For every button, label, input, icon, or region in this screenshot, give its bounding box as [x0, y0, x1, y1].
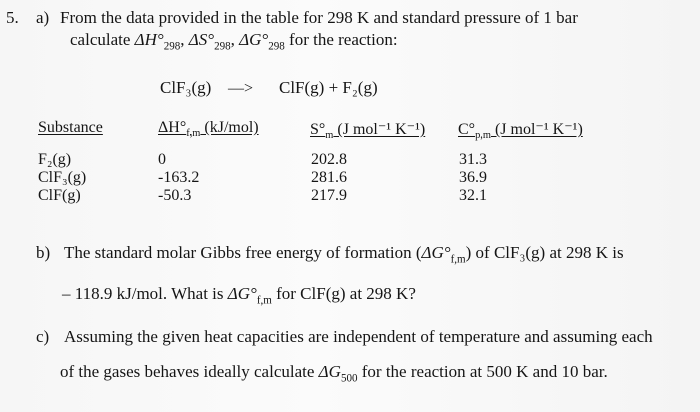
ds298-sub: 298 — [214, 40, 231, 53]
dh-cell: 0 — [158, 151, 166, 168]
header-cp-main: C° — [458, 121, 476, 138]
header-cp — [458, 119, 583, 141]
column-dh — [158, 151, 199, 205]
header-dh-sub: f,m — [186, 128, 201, 140]
dg-formation-symbol-2: ΔG° — [227, 284, 257, 303]
part-b-line2-post: for ClF(g) at 298 K? — [276, 284, 416, 303]
header-cp-unit: (J mol⁻¹ K⁻¹) — [490, 121, 583, 138]
header-dh-main: ΔH° — [158, 119, 187, 136]
dg500-sub: 500 — [340, 372, 358, 385]
part-a-label: a) — [36, 8, 50, 27]
header-s-unit: (J mol⁻¹ K⁻¹) — [333, 121, 426, 138]
column-substance — [38, 151, 86, 205]
part-b-line2 — [62, 284, 416, 306]
header-dh-unit: (kJ/mol) — [200, 119, 259, 136]
dg-formation-sub-2: f,m — [256, 294, 272, 307]
reaction-arrow: —> — [228, 80, 254, 97]
s-cell: 281.6 — [311, 169, 347, 186]
reaction-left: ClF₃(g) — [160, 78, 212, 97]
substance-cell: ClF₃(g) — [38, 169, 87, 186]
dg298-symbol: ΔG° — [239, 30, 269, 49]
part-a-line2: calculate $\Delta H^\circ_{298}$, $\Delta S^\circ_{298}$, $\Delta G^\circ_{298}$ for the reaction: — [70, 30, 398, 53]
part-a-line2-post: for the reaction: — [289, 30, 398, 49]
column-s — [311, 151, 347, 205]
dg298-sub: 298 — [268, 40, 285, 53]
header-s — [310, 119, 425, 141]
substance-cell: F₂(g) — [38, 151, 72, 168]
dg-formation-symbol: ΔG° — [421, 243, 451, 262]
dh-cell: -50.3 — [158, 187, 192, 204]
part-b-label: b) — [36, 243, 51, 262]
s-cell: 217.9 — [311, 187, 347, 204]
header-substance: Substance — [38, 119, 103, 136]
part-c-line1: Assuming the given heat capacities are independent of temperature and assuming each — [64, 327, 653, 346]
part-a-line1: From the data provided in the table for 298 K and standard pressure of 1 bar — [60, 8, 578, 27]
part-b-line1-pre: The standard molar Gibbs free energy of formation ( — [64, 243, 422, 262]
part-a-line2-pre: calculate — [70, 30, 131, 49]
cp-cell: 31.3 — [459, 151, 487, 168]
dg-formation-sub: f,m — [450, 253, 466, 266]
header-s-sub: m — [325, 130, 334, 142]
cp-cell: 36.9 — [459, 169, 487, 186]
part-b-line1 — [64, 243, 624, 265]
header-dh — [158, 119, 259, 139]
part-c-line2 — [60, 362, 608, 384]
header-s-main: S° — [310, 121, 326, 138]
dh298-symbol: ΔH° — [134, 30, 164, 49]
part-b-line1-post: ) of ClF₃(g) at 298 K is — [465, 243, 624, 262]
substance-cell: ClF(g) — [38, 187, 81, 204]
part-b-line2-pre: – 118.9 kJ/mol. What is — [62, 284, 224, 303]
cp-cell: 32.1 — [459, 187, 487, 204]
part-c-label: c) — [36, 327, 50, 346]
header-cp-sub: p,m — [475, 130, 491, 142]
question-number: 5. — [6, 8, 19, 27]
part-c-line2-pre: of the gases behaves ideally calculate — [60, 362, 315, 381]
reaction-right: ClF(g) + F₂(g) — [279, 78, 378, 97]
column-cp — [459, 151, 487, 205]
dg500-symbol: ΔG — [318, 362, 341, 381]
dh298-sub: 298 — [163, 40, 181, 53]
ds298-symbol: ΔS° — [188, 30, 215, 49]
dh-cell: -163.2 — [158, 169, 200, 186]
part-c-line2-post: for the reaction at 500 K and 10 bar. — [361, 362, 608, 381]
s-cell: 202.8 — [311, 151, 347, 168]
